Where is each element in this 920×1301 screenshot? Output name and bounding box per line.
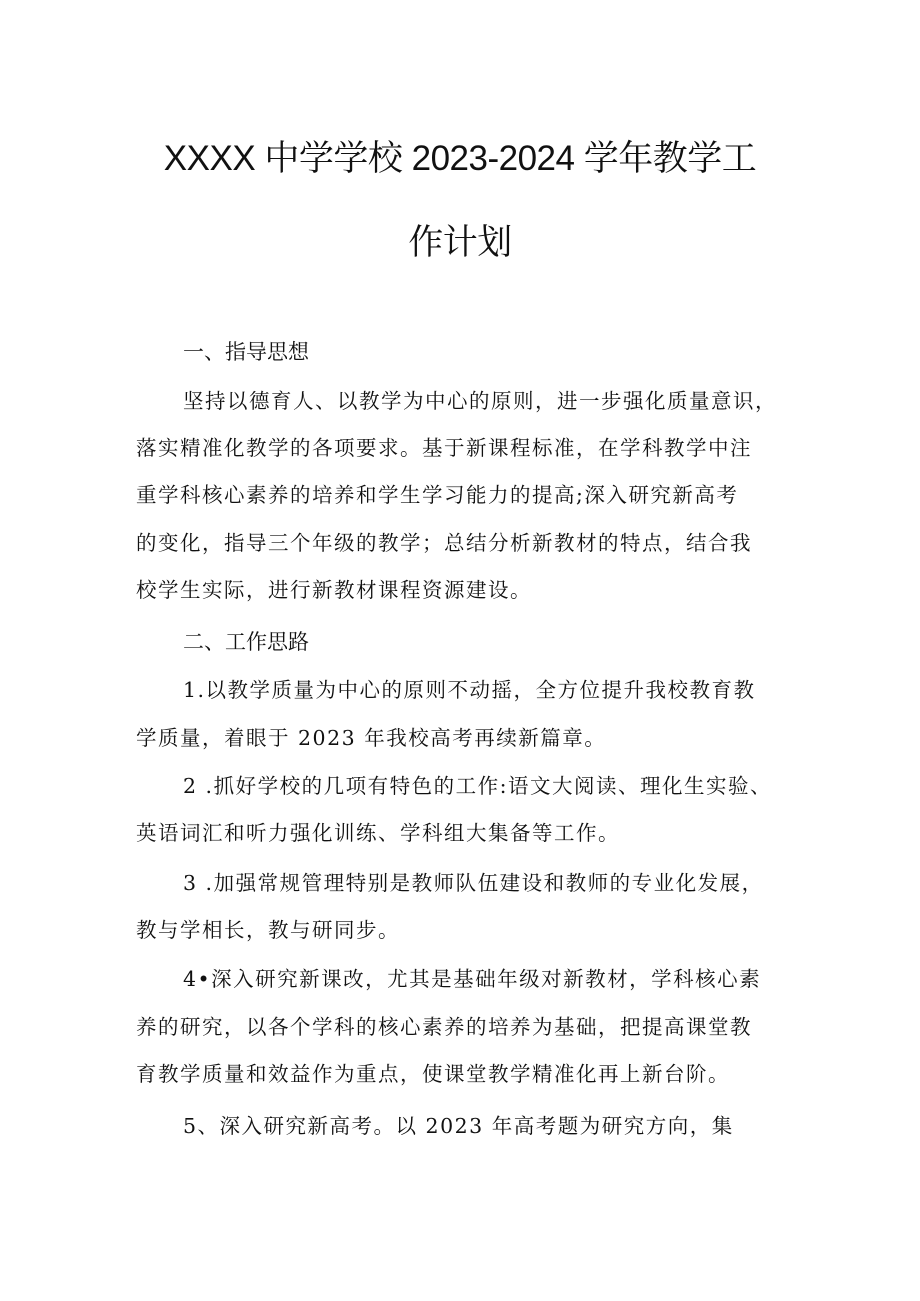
section-heading-work-approach: 二、工作思路 xyxy=(183,631,309,654)
document-title-line-1: XXXX 中学学校 2023-2024 学年教学工 xyxy=(163,139,757,178)
paragraph-line: 落实精准化教学的各项要求。基于新课程标准，在学科教学中注 xyxy=(136,436,752,460)
list-item-line: 5、深入研究新高考。以 2023 年高考题为研究方向，集 xyxy=(183,1114,734,1138)
section-heading-guiding-ideology: 一、指导思想 xyxy=(183,341,309,364)
list-item-line: 教与学相长，教与研同步。 xyxy=(136,918,400,942)
list-item-line: 育教学质量和效益作为重点，使课堂教学精准化再上新台阶。 xyxy=(136,1062,730,1086)
list-item-line: 4•深入研究新课改，尤其是基础年级对新教材，学科核心素 xyxy=(183,967,762,991)
list-item-line: 养的研究，以各个学科的核心素养的培养为基础，把提高课堂教 xyxy=(136,1015,752,1039)
list-item-line: 3 .加强常规管理特别是教师队伍建设和教师的专业化发展， xyxy=(183,871,764,895)
list-item-line: 学质量，着眼于 2023 年我校高考再续新篇章。 xyxy=(136,726,607,750)
document-title-line-2: 作计划 xyxy=(408,223,512,262)
paragraph-line: 坚持以德育人、以教学为中心的原则，进一步强化质量意识， xyxy=(183,389,777,413)
paragraph-line: 校学生实际，进行新教材课程资源建设。 xyxy=(136,578,532,602)
list-item-line: 英语词汇和听力强化训练、学科组大集备等工作。 xyxy=(136,821,620,845)
list-item-line: 2 .抓好学校的几项有特色的工作:语文大阅读、理化生实验、 xyxy=(183,774,772,798)
paragraph-line: 重学科核心素养的培养和学生学习能力的提高;深入研究新高考 xyxy=(136,483,739,507)
list-item-line: 1.以教学质量为中心的原则不动摇，全方位提升我校教育教 xyxy=(183,678,756,702)
paragraph-line: 的变化，指导三个年级的教学；总结分析新教材的特点，结合我 xyxy=(136,531,752,555)
